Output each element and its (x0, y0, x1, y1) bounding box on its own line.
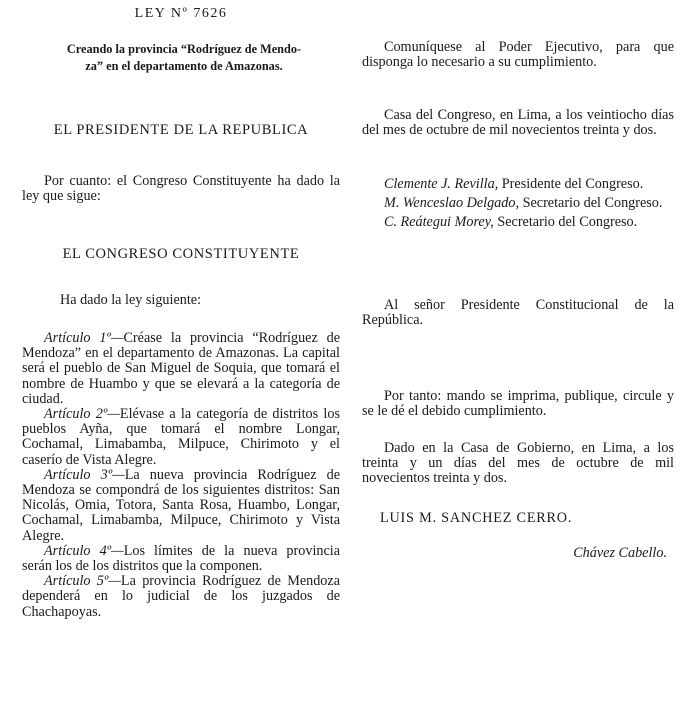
signature-2-role: Secretario del Congreso. (522, 195, 663, 212)
signature-1-role: Presidente del Congreso. (501, 176, 644, 192)
ha-dado-paragraph: Ha dado la ley siguiente: (60, 292, 202, 308)
congreso-heading: EL CONGRESO CONSTITUYENTE (62, 246, 300, 262)
article-3-label: Artículo 3º— (44, 466, 125, 483)
article-2-label: Artículo 2º— (44, 406, 120, 423)
left-column (22, 0, 340, 718)
comuniquese-paragraph: Comuníquese al Poder Ejecutivo, para que disponga lo necesario a su cumplimiento. (362, 39, 674, 71)
article-3 (22, 468, 340, 544)
article-1 (22, 331, 340, 407)
signature-2-name: M. Wenceslao Delgado, (384, 195, 520, 212)
subtitle-line-1: Creando la provincia “Rodríguez de Mendo- (66, 42, 302, 56)
al-senor-paragraph: Al señor Presidente Constitucional de la República. (362, 297, 674, 329)
article-5-text: La provincia Rodríguez de Mendoza dependerá en lo judicial de los juzgados de Chachapoyas. (22, 573, 340, 620)
por-tanto-paragraph: Por tanto: mando se imprima, publique, circule y se le dé el debido cumplimiento. (362, 388, 674, 420)
casa-congreso-paragraph: Casa del Congreso, en Lima, a los veintiocho días del mes de octubre de mil novecientos treinta y dos. (362, 107, 674, 139)
article-4-text: Los límites de la nueva provincia serán los de los distritos que la componen. (22, 542, 341, 575)
por-cuanto-paragraph: Por cuanto: el Congreso Constituyente ha dado la ley que sigue: (22, 173, 340, 205)
article-3-text: La nueva provincia Rodríguez de Mendoza se compondrá de los siguientes distritos: San Nicolás, Omia, Totora, Santa Rosa, Huambo, Longar, Cochamal, Limabamba, Milpuce, Chirimoto y Vista Alegre. (22, 466, 340, 544)
president-heading: EL PRESIDENTE DE LA REPUBLICA (53, 122, 309, 138)
signature-3-name: C. Reátegui Morey, (384, 214, 494, 231)
article-2 (22, 407, 340, 468)
articles-list (22, 331, 340, 620)
article-5 (22, 574, 340, 620)
law-title: LEY Nº 7626 (134, 6, 228, 21)
article-5-label: Artículo 5º— (44, 573, 121, 590)
president-signature: LUIS M. SANCHEZ CERRO. (380, 510, 573, 526)
signature-3-role: Secretario del Congreso. (497, 214, 638, 231)
signature-1-name: Clemente J. Revilla, (384, 176, 499, 192)
right-column (362, 0, 674, 718)
article-2-text: Elévase a la categoría de distritos los pueblos Ayña, que tomará el nombre Longar, Cochamal, Limabamba, Milpuce, Chirimoto y el caserío de Vista Alegre. (22, 406, 340, 468)
signature-2 (362, 196, 674, 211)
dado-en-paragraph: Dado en la Casa de Gobierno, en Lima, a los treinta y un días del mes de octubre de mil novecientos treinta y dos. (362, 440, 674, 487)
article-1-text: Créase la provincia “Rodríguez de Mendoza” en el departamento de Amazonas. La capital será el pueblo de San Miguel de Soquia, que tomará el nombre de Huambo y que se elevará a la categoría de ciudad. (22, 330, 341, 407)
signatures-block (362, 177, 674, 231)
law-subtitle (28, 41, 340, 75)
signature-3 (362, 215, 674, 230)
article-1-label: Artículo 1º— (44, 330, 124, 346)
article-4 (22, 544, 340, 574)
signature-1 (362, 177, 674, 192)
minister-signature: Chávez Cabello. (573, 545, 667, 561)
subtitle-line-2: za” en el departamento de Amazonas. (85, 59, 283, 73)
article-4-label: Artículo 4º— (44, 542, 124, 559)
